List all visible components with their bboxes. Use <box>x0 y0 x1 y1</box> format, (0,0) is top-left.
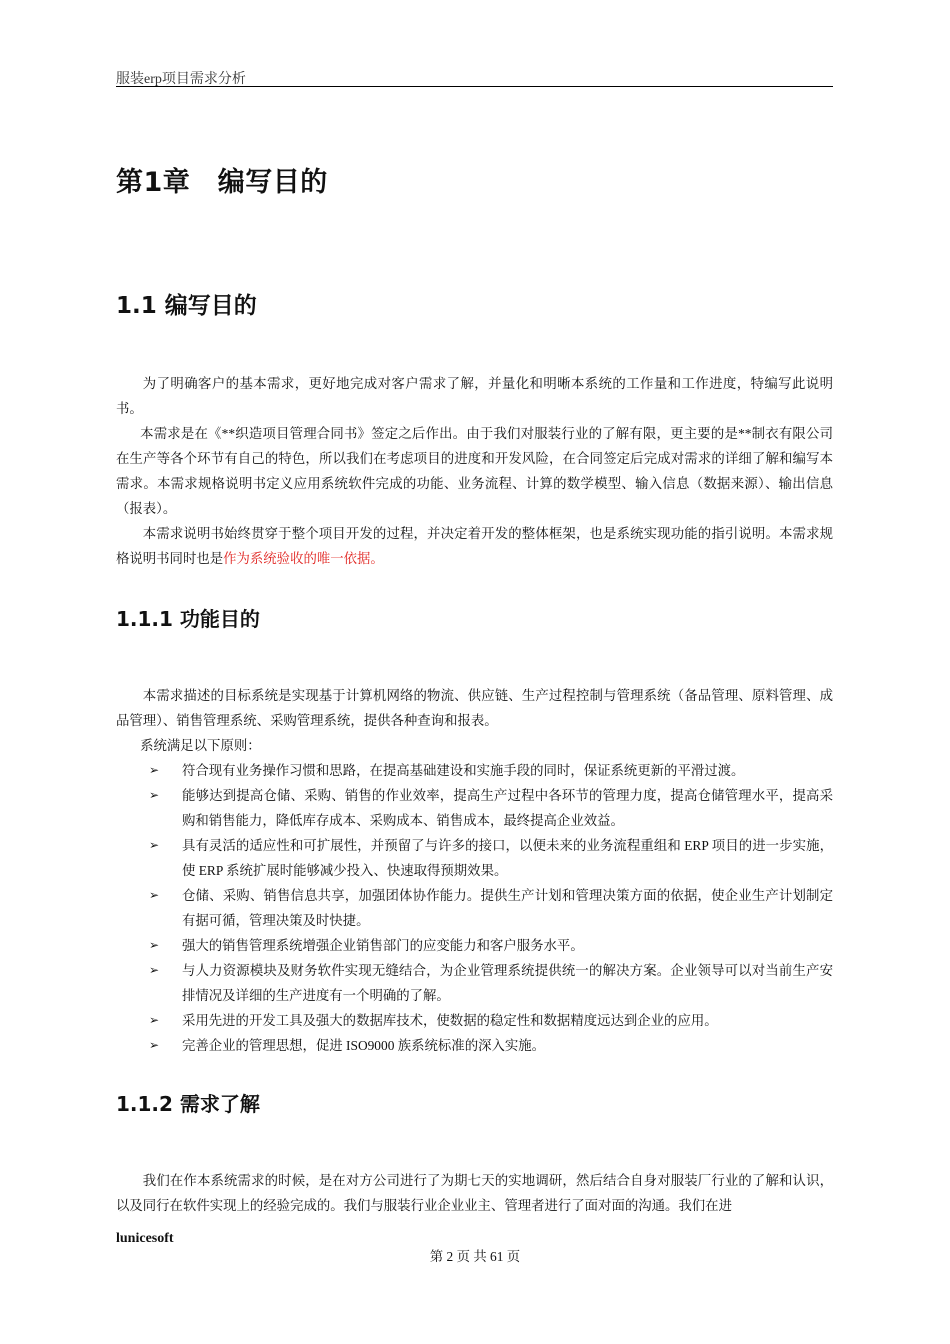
list-item <box>116 758 833 783</box>
arrow-bullet-icon: ➢ <box>149 763 160 777</box>
list-item-text: 强大的销售管理系统增强企业销售部门的应变能力和客户服务水平。 <box>182 938 584 953</box>
list-item-text: 符合现有业务操作习惯和思路，在提高基础建设和实施手段的同时，保证系统更新的平滑过渡。 <box>182 763 745 778</box>
list-item <box>116 833 833 883</box>
arrow-bullet-icon: ➢ <box>149 1038 160 1052</box>
arrow-bullet-icon: ➢ <box>149 788 160 802</box>
list-item <box>116 933 833 958</box>
paragraph-text: 本需求说明书始终贯穿于整个项目开发的过程，并决定着开发的整体框架，也是系统实现功能的指引说明。本需求规格说明书同时也是 <box>116 526 833 566</box>
section-1-1-2-body <box>116 1168 833 1218</box>
principles-list <box>116 758 833 1058</box>
list-item-text: 能够达到提高仓储、采购、销售的作业效率，提高生产过程中各环节的管理力度，提高仓储管理水平，提高采购和销售能力，降低库存成本、采购成本、销售成本，最终提高企业效益。 <box>182 788 833 828</box>
arrow-bullet-icon: ➢ <box>149 888 160 902</box>
header-divider <box>116 86 833 87</box>
section-title-1-1-2: 1.1.2 需求了解 <box>116 1092 260 1116</box>
page-number: 第 2 页 共 61 页 <box>429 1249 521 1264</box>
paragraph: 本需求是在《**织造项目管理合同书》签定之后作出。由于我们对服装行业的了解有限，更主要的是**制衣有限公司在生产等各个环节有自己的特色，所以我们在考虑项目的进度和开发风险，在合同签定后完成对需求的详细了解和编写本需求。本需求规格说明书定义应用系统软件完成的功能、业务流程、计算的数学模型、输入信息（数据来源）、输出信息（报表）。 <box>116 426 833 516</box>
list-item <box>116 883 833 933</box>
chapter-title: 第1章 编写目的 <box>116 167 328 198</box>
list-item <box>116 1033 833 1058</box>
paragraph <box>116 521 833 571</box>
paragraph: 本需求描述的目标系统是实现基于计算机网络的物流、供应链、生产过程控制与管理系统（备品管理、原料管理、成品管理）、销售管理系统、采购管理系统，提供各种查询和报表。 <box>116 688 833 728</box>
list-item-text: 仓储、采购、销售信息共享，加强团体协作能力。提供生产计划和管理决策方面的依据，使企业生产计划制定有据可循，管理决策及时快捷。 <box>182 888 833 928</box>
list-item <box>116 958 833 1008</box>
highlighted-text: 作为系统验收的唯一依据。 <box>223 551 384 566</box>
footer-company-name: lunicesoft <box>116 1231 174 1246</box>
arrow-bullet-icon: ➢ <box>149 1013 160 1027</box>
section-1-1-1-body <box>116 683 833 1058</box>
list-item <box>116 783 833 833</box>
section-1-1-body <box>116 371 833 571</box>
list-item-text: 采用先进的开发工具及强大的数据库技术，使数据的稳定性和数据精度远达到企业的应用。 <box>182 1013 718 1028</box>
section-title-1-1-1: 1.1.1 功能目的 <box>116 607 260 631</box>
running-header: 服装erp项目需求分析 <box>116 72 246 87</box>
paragraph: 为了明确客户的基本需求，更好地完成对客户需求了解，并量化和明晰本系统的工作量和工作进度，特编写此说明书。 <box>116 376 833 416</box>
arrow-bullet-icon: ➢ <box>149 963 160 977</box>
list-item <box>116 1008 833 1033</box>
principles-label: 系统满足以下原则： <box>140 738 261 753</box>
list-item-text: 完善企业的管理思想，促进 ISO9000 族系统标准的深入实施。 <box>182 1038 546 1053</box>
arrow-bullet-icon: ➢ <box>149 838 160 852</box>
list-item-text: 与人力资源模块及财务软件实现无缝结合，为企业管理系统提供统一的解决方案。企业领导可以对当前生产安排情况及详细的生产进度有一个明确的了解。 <box>182 963 833 1003</box>
arrow-bullet-icon: ➢ <box>149 938 160 952</box>
section-title-1-1: 1.1 编写目的 <box>116 293 257 319</box>
list-item-text: 具有灵活的适应性和可扩展性，并预留了与许多的接口，以便未来的业务流程重组和 ERP 项目的进一步实施，使 ERP 系统扩展时能够减少投入、快速取得预期效果。 <box>182 838 833 878</box>
paragraph: 我们在作本系统需求的时候，是在对方公司进行了为期七天的实地调研，然后结合自身对服装厂行业的了解和认识，以及同行在软件实现上的经验完成的。我们与服装行业企业业主、管理者进行了面对面的沟通。我们在进 <box>116 1173 833 1213</box>
